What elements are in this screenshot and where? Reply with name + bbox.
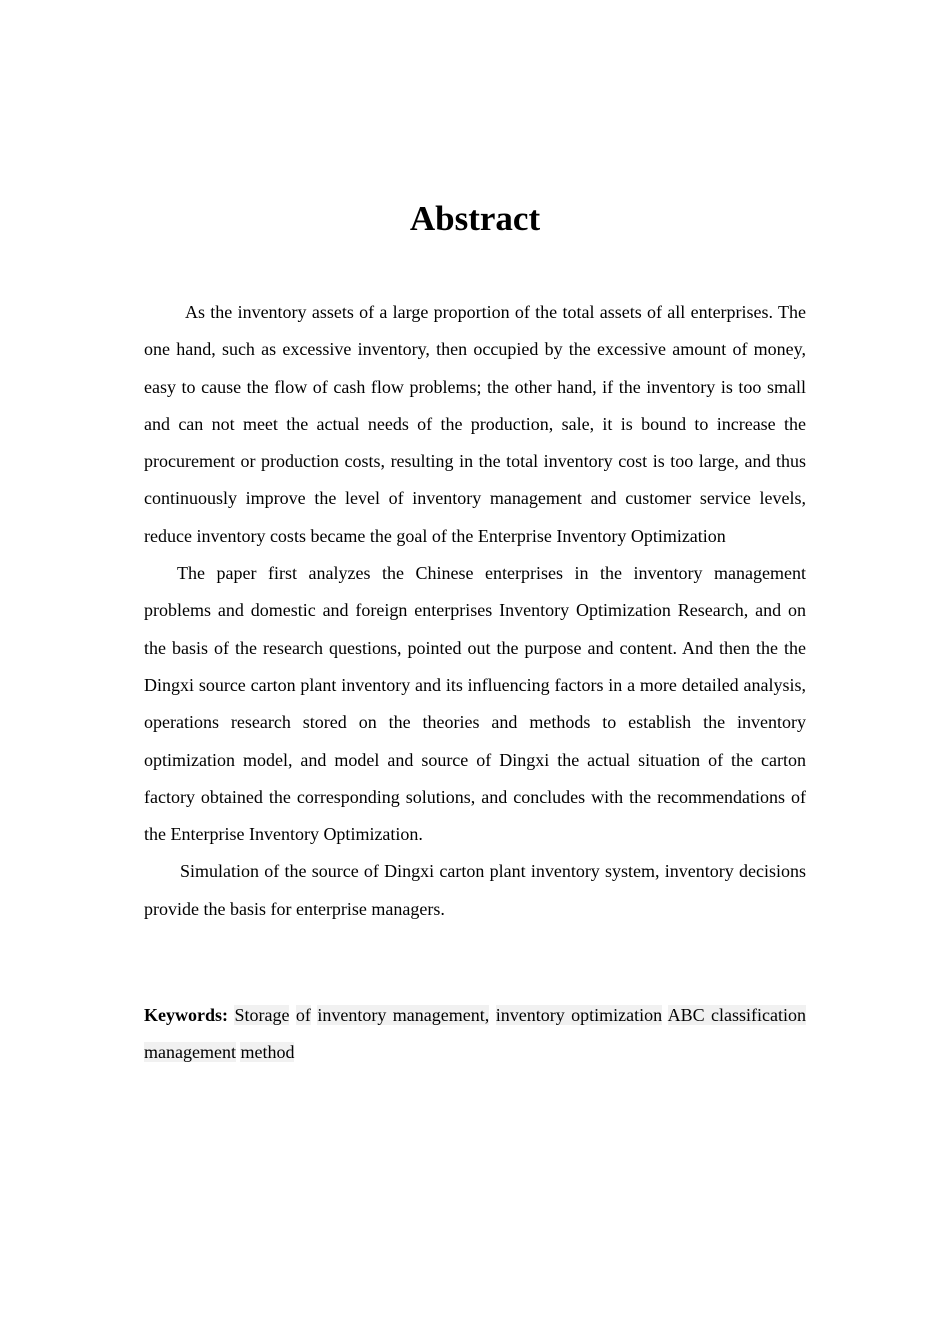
keyword-3: inventory management, — [317, 1005, 490, 1025]
keyword-5: ABC classification — [667, 1005, 807, 1025]
keyword-4: inventory optimization — [495, 1005, 663, 1025]
keywords-line — [144, 997, 806, 1072]
keyword-2: of — [295, 1005, 311, 1025]
abstract-paragraph-2: The paper first analyzes the Chinese enterprises in the inventory management problems and domestic and foreign enterprises Inventory Optimization Research, and on the basis of the research questions, pointed out the purpose and content. And then the the Dingxi source carton plant inventory and its influencing factors in a more detailed analysis, operations research stored on the theories and methods to establish the inventory optimization model, and model and source of Dingxi the actual situation of the carton factory obtained the corresponding solutions, and concludes with the recommendations of the Enterprise Inventory Optimization. — [144, 563, 806, 845]
abstract-body — [144, 294, 806, 928]
keyword-1: Storage — [234, 1005, 290, 1025]
page-title: Abstract — [409, 199, 541, 238]
keyword-7: method — [240, 1042, 295, 1063]
keywords-label: Keywords: — [144, 1005, 228, 1025]
keyword-6: management — [144, 1042, 236, 1063]
abstract-paragraph-1: As the inventory assets of a large proportion of the total assets of all enterprises. The one hand, such as excessive inventory, then occupied by the excessive amount of money, easy to cause the flow of cash flow problems; the other hand, if the inventory is too small and can not meet the actual needs of the production, sale, it is bound to increase the procurement or production costs, resulting in the total inventory cost is too large, and thus continuously improve the level of inventory management and customer service levels, reduce inventory costs became the goal of the Enterprise Inventory Optimization — [144, 302, 806, 546]
abstract-paragraph-3: Simulation of the source of Dingxi carton plant inventory system, inventory decisions provide the basis for enterprise managers. — [144, 861, 806, 919]
